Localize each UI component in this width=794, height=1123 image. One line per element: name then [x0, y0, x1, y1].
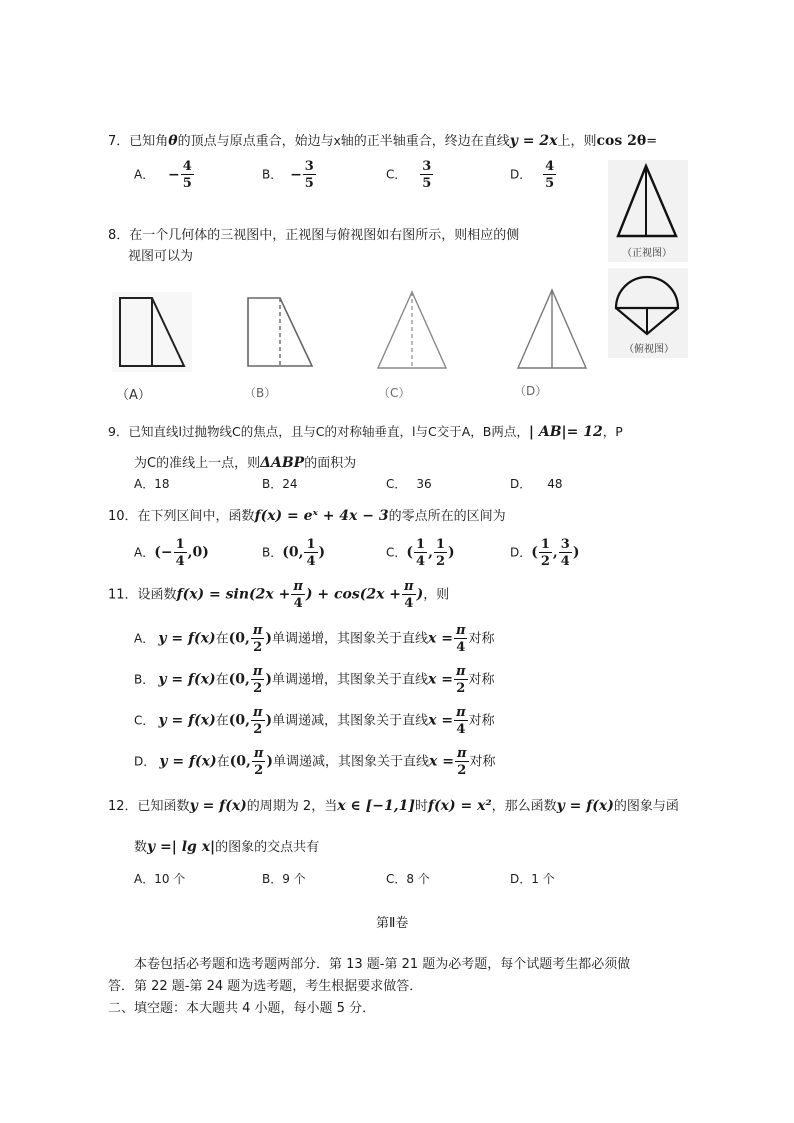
q7-text-c: 轴的正半轴重合，终边在直线 [340, 134, 510, 149]
q10-number: 10． [108, 509, 138, 524]
q7-opt-d-frac [543, 160, 556, 190]
q7-opt-b-den: 5 [304, 176, 314, 191]
q11-opt-d-in: 在 [216, 754, 230, 770]
q11-opt-d-yfx: y = f(x) [159, 753, 217, 770]
q10-opt-c-frac1 [414, 538, 427, 568]
q8-label-b: （B） [244, 386, 277, 400]
q9-number: 9． [108, 424, 129, 439]
q11-opt-c-label: C． [134, 713, 155, 728]
q10-opt-a-n1: 1 [175, 537, 185, 552]
question-11 [108, 580, 449, 610]
q10-opt-c-sep: , [428, 544, 433, 561]
q7-opt-b-label: B． [262, 167, 283, 182]
q11-pi-1: π [293, 579, 303, 594]
q10-opt-b-d1: 4 [306, 554, 316, 569]
question-8-line1 [108, 224, 519, 243]
q11-opt-c-xeq: x = [428, 712, 454, 729]
part2-para-line2: 答．第 22 题-第 24 题为选考题，考生根据要求做答． [108, 979, 423, 994]
q9-l2-d: 的面积为 [304, 456, 357, 471]
q9-option-c [386, 475, 432, 492]
q11-opt-d-int-frac [252, 747, 266, 777]
q11-option-c [134, 706, 495, 736]
question-9-line2 [134, 452, 356, 471]
q9-option-b [262, 475, 298, 492]
q11-frac-1 [291, 580, 305, 610]
q12-opt-c-label: C． [386, 872, 407, 886]
q11-opt-d-tail: 对称 [469, 754, 496, 770]
q10-opt-d-n2: 3 [560, 537, 570, 552]
q11-opt-b-in: 在 [215, 672, 229, 688]
q11-opt-a-close: ) [265, 630, 272, 647]
q7-option-d [510, 160, 557, 190]
q10-opt-a-sign: − [160, 544, 173, 561]
q11-opt-c-yfx: y = f(x) [158, 712, 216, 729]
q10-opt-c-d2: 2 [435, 554, 445, 569]
q9-b: B [482, 424, 492, 439]
q8-figure-a [112, 292, 192, 372]
q9-p: P [615, 424, 623, 439]
q10-opt-d-open: ( [531, 544, 538, 561]
q12-opt-a-label: A． [134, 872, 155, 886]
q9-a: A [461, 424, 471, 439]
question-7 [108, 130, 657, 149]
q10-opt-a-close: ) [202, 544, 209, 561]
q11-opt-b-int-frac [251, 665, 265, 695]
q11-opt-a-sym-num: π [455, 623, 466, 638]
q9-c2: C [315, 424, 325, 439]
q9-c3: C [427, 424, 437, 439]
q10-opt-d-close: ) [572, 544, 580, 561]
q12-number: 12． [108, 799, 138, 814]
q11-opt-a-int-den: 2 [253, 640, 263, 655]
q7-option-c [386, 160, 434, 190]
q12-yfx-1: y = f(x) [189, 798, 247, 814]
q9-t4: 的对称轴垂直， [324, 424, 412, 439]
q10-opt-b-pre: 0, [288, 544, 304, 561]
q12-line2-b: 的图象的交点共有 [215, 840, 320, 855]
q10-opt-a-d1: 4 [175, 554, 185, 569]
q7-number: 7． [108, 134, 130, 149]
q7-theta: θ [168, 133, 178, 149]
q9-t3: 的焦点，且与 [240, 424, 316, 439]
q11-f-end: ) [416, 586, 424, 603]
q10-opt-b-frac [304, 538, 317, 568]
q12-text-d: ，那么函数 [491, 799, 557, 814]
q7-opt-b-frac [303, 160, 316, 190]
q11-opt-a-mono: 单调递增，其图象关于直线 [272, 631, 429, 647]
q11-opt-b-mono: 单调递增，其图象关于直线 [272, 672, 429, 688]
q11-opt-d-sym-frac [455, 747, 469, 777]
q11-opt-a-label: A． [134, 631, 155, 646]
part2-title: 第Ⅱ卷 [376, 916, 409, 931]
q11-f-pre: f(x) = sin(2x + [176, 586, 291, 603]
q11-opt-b-int-den: 2 [253, 681, 263, 696]
q10-opt-a-frac [174, 538, 187, 568]
q10-opt-b-close: ) [318, 544, 326, 561]
part2-para-line1: 本卷包括必考题和选考题两部分．第 13 题-第 21 题为必考题，每个试题考生都必须做 [134, 957, 631, 972]
q11-option-d [134, 747, 496, 777]
question-9-line1 [108, 422, 623, 440]
q9-opt-d-label: D． [510, 477, 532, 491]
q8-label-d: （D） [514, 384, 548, 398]
q10-opt-c-d1: 4 [416, 554, 426, 569]
q12-option-b [262, 870, 306, 887]
q9-option-a [134, 475, 170, 492]
question-12-line2 [134, 836, 319, 855]
q9-l: l [178, 424, 182, 439]
q11-opt-d-open: (0, [229, 753, 251, 770]
q11-opt-b-label: B． [134, 672, 155, 687]
q7-text-d: 上，则 [557, 134, 597, 149]
q10-func-expr: f(x) = eˣ + 4x − 3 [254, 508, 389, 524]
q9-t2: 过抛物线 [181, 424, 232, 439]
q11-opt-a-yfx: y = f(x) [158, 630, 216, 647]
q7-opt-c-num: 3 [422, 159, 432, 174]
q10-text-a: 在下列区间中，函数 [137, 509, 255, 524]
question-12-line1 [108, 795, 679, 814]
q10-option-d [510, 538, 579, 568]
question-8-line2: 视图可以为 [128, 249, 194, 264]
q12-fx2: f(x) = x² [428, 798, 492, 814]
q7-text-a: 已知角 [129, 134, 169, 149]
q9-t6: 交于 [436, 424, 462, 439]
q7-option-b [262, 160, 317, 190]
q11-opt-d-int-den: 2 [254, 763, 264, 778]
q11-f-mid: ) + cos(2x + [305, 586, 402, 603]
q7-opt-a-frac [181, 160, 194, 190]
top-view-label: （俯视图） [624, 344, 674, 355]
section-fill-in-blank: 二、填空题：本大题共 4 小题，每小题 5 分． [108, 1001, 376, 1016]
q9-l2-b: 的准线上一点，则 [156, 456, 261, 471]
q11-four-2: 4 [404, 596, 414, 611]
q11-opt-b-close: ) [265, 671, 273, 688]
q9-t5: 与 [415, 424, 428, 439]
q12-line2-a: 数 [134, 840, 148, 855]
q12-text-b: 的周期为 2，当 [246, 799, 338, 814]
q11-pi-2: π [404, 579, 414, 594]
q10-opt-b-label: B． [262, 545, 283, 560]
q10-opt-b-open: ( [282, 544, 289, 561]
q11-opt-b-sym-frac [454, 665, 468, 695]
q10-option-c [386, 538, 455, 568]
q12-opt-c-value: 8 个 [406, 872, 430, 886]
q7-opt-d-label: D． [510, 167, 532, 182]
q11-opt-c-sym-den: 4 [456, 722, 466, 737]
q11-opt-b-open: (0, [228, 671, 250, 688]
q9-t1: 已知直线 [128, 424, 179, 439]
q11-text-b: ，则 [423, 587, 450, 603]
q7-opt-c-frac [420, 160, 433, 190]
q10-opt-a-open: ( [154, 544, 161, 561]
q7-line-expr: y = 2x [509, 133, 558, 149]
q11-opt-b-tail: 对称 [468, 672, 495, 688]
q12-text-c: 时 [415, 799, 429, 814]
q11-opt-d-close: ) [266, 753, 274, 770]
q9-l2-a: 为 [134, 456, 148, 471]
q7-opt-b-sign: − [290, 166, 302, 183]
q9-opt-c-value: 36 [416, 477, 432, 491]
q7-opt-d-den: 5 [545, 176, 555, 191]
q10-opt-c-n2: 1 [435, 537, 445, 552]
q9-c1: C [231, 424, 241, 439]
q7-option-a [134, 160, 195, 190]
q7-opt-d-num: 4 [545, 159, 555, 174]
q10-opt-c-close: ) [447, 544, 455, 561]
q12-option-d [510, 870, 555, 887]
q9-opt-b-label: B． [262, 477, 283, 491]
q9-t8: ， [602, 424, 616, 439]
q9-l2: l [411, 424, 416, 439]
q11-opt-c-sym-frac [454, 706, 468, 736]
q7-x: x [333, 134, 341, 148]
q12-yfx-2: y = f(x) [556, 798, 614, 814]
q11-opt-c-sym-num: π [456, 705, 466, 720]
q11-number: 11． [108, 587, 138, 603]
q11-opt-a-xeq: x = [428, 630, 453, 647]
q9-opt-a-label: A． [134, 477, 155, 491]
q9-comma: ， [470, 424, 483, 439]
q11-text-a: 设函数 [137, 587, 177, 603]
q7-opt-a-label: A． [134, 167, 155, 182]
q11-opt-a-open: (0, [228, 630, 250, 647]
q10-opt-c-n1: 1 [416, 537, 426, 552]
front-view-label: （正视图） [622, 248, 672, 259]
q12-lg-expr: y =| lg x| [147, 839, 216, 855]
q7-opt-a-sign: − [168, 166, 180, 183]
q12-opt-b-label: B． [262, 872, 283, 886]
q11-opt-b-sym-num: π [455, 664, 466, 679]
q11-opt-c-tail: 对称 [468, 713, 495, 729]
question-10 [108, 505, 506, 524]
q12-opt-d-value: 1 个 [531, 872, 555, 886]
q11-opt-c-int-den: 2 [253, 722, 263, 737]
q12-option-a [134, 870, 185, 887]
q11-option-a [134, 624, 495, 654]
q12-opt-d-label: D． [510, 872, 532, 886]
q12-option-c [386, 870, 430, 887]
q7-opt-a-num: 4 [182, 159, 192, 174]
q11-opt-d-sym-num: π [457, 746, 467, 761]
q11-opt-d-label: D． [134, 754, 156, 769]
q9-opt-c-label: C． [386, 477, 407, 491]
q12-cond: x ∈ [−1,1] [337, 798, 415, 814]
q11-opt-a-sym-frac [454, 624, 468, 654]
q10-opt-d-n1: 1 [540, 537, 550, 552]
q11-opt-b-sym-den: 2 [456, 681, 466, 696]
q7-opt-c-den: 5 [422, 176, 432, 191]
q11-four-1: 4 [293, 596, 303, 611]
q7-opt-c-label: C． [386, 167, 407, 182]
q7-opt-b-num: 3 [304, 159, 314, 174]
q9-tri-expr: ΔABP [260, 455, 305, 471]
q8-figure-b [240, 292, 320, 372]
q8-label-c: （C） [378, 386, 411, 400]
q8-line1: 在一个几何体的三视图中，正视图与俯视图如右图所示，则相应的侧 [129, 228, 520, 243]
q11-opt-c-close: ) [265, 712, 273, 729]
q12-text-a: 已知函数 [137, 799, 190, 814]
q10-opt-d-sep: , [552, 544, 558, 561]
q10-option-a [134, 538, 209, 568]
q11-option-b [134, 665, 495, 695]
q10-opt-d-frac2 [559, 538, 572, 568]
q7-ask-eq: = [646, 134, 658, 149]
q10-opt-d-d2: 4 [560, 554, 570, 569]
q10-opt-d-frac1 [539, 538, 552, 568]
q11-opt-a-tail: 对称 [468, 631, 495, 647]
q9-ab-expr: | AB|= 12 [528, 424, 603, 440]
q11-opt-a-in: 在 [215, 631, 229, 647]
q11-opt-d-xeq: x = [429, 753, 454, 770]
q9-t7: 两点， [491, 424, 529, 439]
q11-opt-a-sym-den: 4 [456, 640, 466, 655]
q12-opt-b-value: 9 个 [282, 872, 306, 886]
q10-opt-c-label: C． [386, 545, 407, 560]
q10-opt-a-mid: ,0 [187, 544, 203, 561]
q8-figure-d [512, 286, 592, 374]
q7-opt-a-den: 5 [182, 176, 192, 191]
q11-opt-a-int-num: π [252, 623, 263, 638]
q10-text-b: 的零点所在的区间为 [388, 509, 506, 524]
q11-opt-b-xeq: x = [428, 671, 453, 688]
q10-opt-c-open: ( [406, 544, 414, 561]
q11-opt-c-int-num: π [253, 705, 263, 720]
q11-frac-2 [402, 580, 416, 610]
q11-opt-c-in: 在 [215, 713, 229, 729]
q10-option-b [262, 538, 325, 568]
q9-opt-b-value: 24 [282, 477, 298, 491]
q8-label-a: （A） [116, 388, 151, 403]
q9-l2-c: C [147, 456, 157, 471]
q11-opt-d-int-num: π [253, 746, 264, 761]
q11-opt-c-int-frac [251, 706, 265, 736]
q10-opt-d-d1: 2 [540, 554, 550, 569]
q9-option-d [510, 475, 563, 492]
q11-opt-b-yfx: y = f(x) [158, 671, 216, 688]
q7-text-b: 的顶点与原点重合，始边与 [177, 134, 334, 149]
q11-opt-d-sym-den: 2 [457, 763, 467, 778]
q9-opt-a-value: 18 [154, 477, 170, 491]
q11-opt-d-mono: 单调递减，其图象关于直线 [273, 754, 430, 770]
q10-opt-d-label: D． [510, 545, 532, 560]
q11-opt-c-mono: 单调递减，其图象关于直线 [272, 713, 429, 729]
q10-opt-c-frac2 [434, 538, 447, 568]
q10-opt-b-n1: 1 [306, 537, 316, 552]
q8-figure-c [372, 288, 452, 374]
q10-opt-a-label: A． [134, 545, 155, 560]
q12-opt-a-value: 10 个 [154, 872, 186, 886]
q11-opt-a-int-frac [251, 624, 265, 654]
q8-number: 8． [108, 228, 130, 243]
q11-opt-c-open: (0, [228, 712, 251, 729]
q12-text-e: 的图象与函 [613, 799, 679, 814]
q11-opt-b-int-num: π [252, 664, 263, 679]
q7-ask-expr: cos 2θ [596, 133, 647, 149]
q9-opt-d-value: 48 [547, 477, 563, 491]
